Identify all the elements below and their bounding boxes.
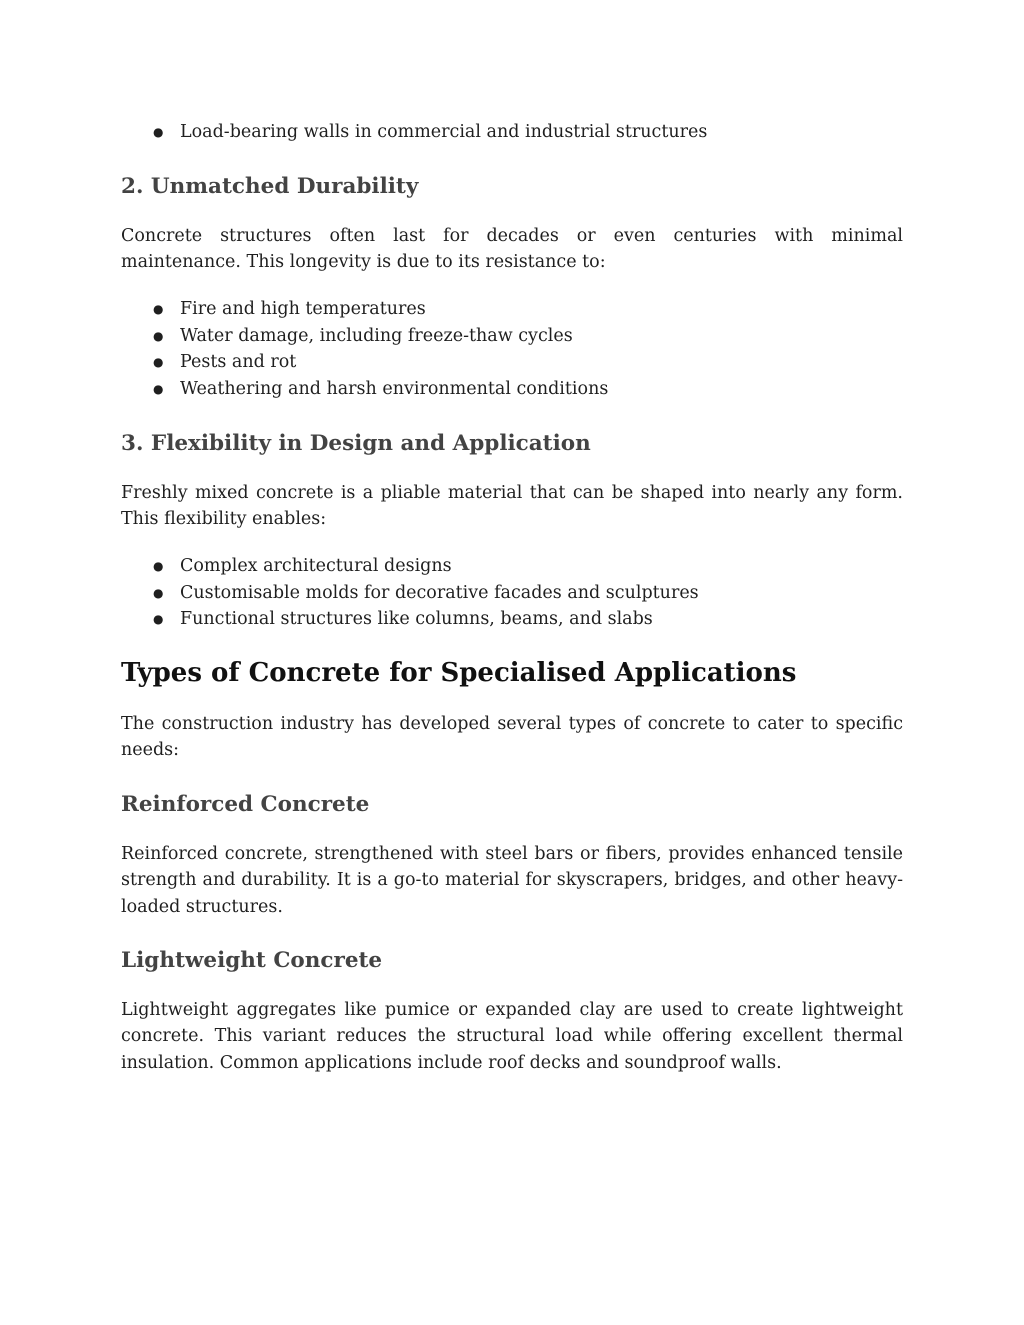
list-item: ● Water damage, including freeze-thaw cycles (180, 323, 962, 350)
list-item: ● Customisable molds for decorative facades and sculptures (180, 580, 962, 607)
section-heading-durability: 2. Unmatched Durability (121, 174, 419, 199)
list-item: ● Pests and rot (180, 349, 962, 376)
bullet-icon: ● (153, 559, 164, 573)
list-item: ● Complex architectural designs (180, 553, 962, 580)
list-item: ● Weathering and harsh environmental conditions (180, 376, 962, 403)
lightweight-paragraph: Lightweight aggregates like pumice or expanded clay are used to create lightweight concrete. This variant reduces the structural load while offering excellent thermal insulation. Common applications include roof decks and soundproof walls. (121, 1000, 903, 1073)
bullet-icon: ● (153, 612, 164, 626)
list-item: ● Fire and high temperatures (180, 296, 962, 323)
list-item: ● Functional structures like columns, beams, and slabs (180, 606, 962, 633)
durability-paragraph: Concrete structures often last for decades or even centuries with minimal maintenance. This longevity is due to its resistance to: (121, 226, 903, 273)
durability-bullet-list (121, 296, 962, 402)
types-paragraph: The construction industry has developed several types of concrete to cater to specific needs: (121, 714, 903, 761)
section-heading-flexibility: 3. Flexibility in Design and Application (121, 431, 591, 456)
flexibility-bullet-list (121, 553, 962, 633)
page-title-types: Types of Concrete for Specialised Applications (121, 658, 797, 688)
section-heading-lightweight: Lightweight Concrete (121, 948, 383, 973)
flexibility-paragraph: Freshly mixed concrete is a pliable material that can be shaped into nearly any form. This flexibility enables: (121, 483, 903, 530)
list-item: ● Load-bearing walls in commercial and industrial structures (180, 119, 962, 146)
bullet-icon: ● (153, 302, 164, 316)
bullet-icon: ● (153, 355, 164, 369)
bullet-icon: ● (153, 125, 164, 139)
section-heading-reinforced: Reinforced Concrete (121, 792, 370, 817)
reinforced-paragraph: Reinforced concrete, strengthened with steel bars or fibers, provides enhanced tensile strength and durability. It is a go-to material for skyscrapers, bridges, and other heavy-loaded structures. (121, 844, 903, 917)
intro-bullet-list (121, 119, 962, 146)
bullet-icon: ● (153, 585, 164, 600)
bullet-icon: ● (153, 381, 164, 396)
bullet-icon: ● (153, 328, 164, 343)
